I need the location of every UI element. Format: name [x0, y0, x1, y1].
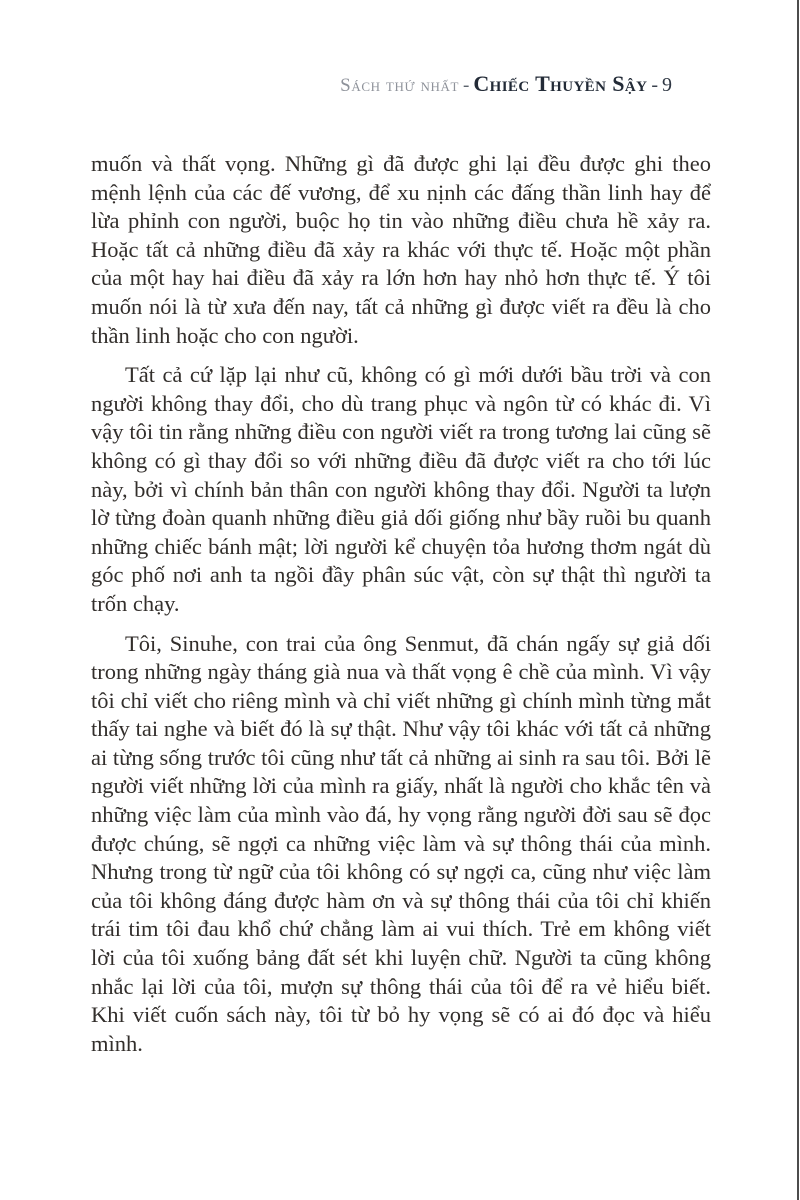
header-dash-1: -: [463, 75, 470, 96]
page-number: 9: [662, 74, 672, 96]
page-body: [91, 150, 711, 1069]
header-dash-2: -: [651, 74, 658, 96]
book-title: Chiếc Thuyền Sậy: [473, 71, 648, 96]
paragraph: Tất cả cứ lặp lại như cũ, không có gì mới dưới bầu trời và con người không thay đổi, cho dù trang phục và ngôn từ có khác đi. Vì vậy tôi tin rằng những điều con người viết ra trong tương lai cũng sẽ không có gì thay đổi so với những điều đã được viết ra cho tới lúc này, bởi vì chính bản thân con người không thay đổi. Người ta lượn lờ từng đoàn quanh những điều giả dối giống như bầy ruồi bu quanh những chiếc bánh mật; lời người kể chuyện tỏa hương thơm ngát dù góc phố nơi anh ta ngồi đầy phân súc vật, còn sự thật thì người ta trốn chạy.: [91, 362, 711, 616]
running-header: [340, 71, 672, 100]
paragraph: Tôi, Sinuhe, con trai của ông Senmut, đã chán ngấy sự giả dối trong những ngày tháng già nua và thất vọng ê chề của mình. Vì vậy tôi chỉ viết cho riêng mình và chỉ viết những gì chính mình từng mắt thấy tai nghe và biết đó là sự thật. Như vậy tôi khác với tất cả những ai từng sống trước tôi cũng như tất cả những ai sinh ra sau tôi. Bởi lẽ người viết những lời của mình ra giấy, nhất là người cho khắc tên và những việc làm của mình vào đá, hy vọng rằng người đời sau sẽ đọc được chúng, sẽ ngợi ca những việc làm và sự thông thái của mình. Nhưng trong từ ngữ của tôi không có sự ngợi ca, cũng như việc làm của tôi không đáng được hàm ơn và sự thông thái của tôi chỉ khiến trái tim tôi đau khổ chứ chẳng làm ai vui thích. Trẻ em không viết lời của tôi xuống bảng đất sét khi luyện chữ. Người ta cũng không nhắc lại lời của tôi, mượn sự thông thái của tôi để ra vẻ hiểu biết. Khi viết cuốn sách này, tôi từ bỏ hy vọng sẽ có ai đó đọc và hiểu mình.: [91, 630, 711, 1056]
paragraph: muốn và thất vọng. Những gì đã được ghi lại đều được ghi theo mệnh lệnh của các đế vương, để xu nịnh các đấng thần linh hay để lừa phỉnh con người, buộc họ tin vào những điều chưa hề xảy ra. Hoặc tất cả những điều đã xảy ra khác với thực tế. Hoặc một phần của một hay hai điều đã xảy ra lớn hơn hay nhỏ hơn thực tế. Ý tôi muốn nói là từ xưa đến nay, tất cả những gì được viết ra đều là cho thần linh hoặc cho con người.: [91, 151, 711, 348]
page-edge-line: [797, 0, 799, 1200]
section-label: Sách thứ nhất: [340, 75, 460, 96]
